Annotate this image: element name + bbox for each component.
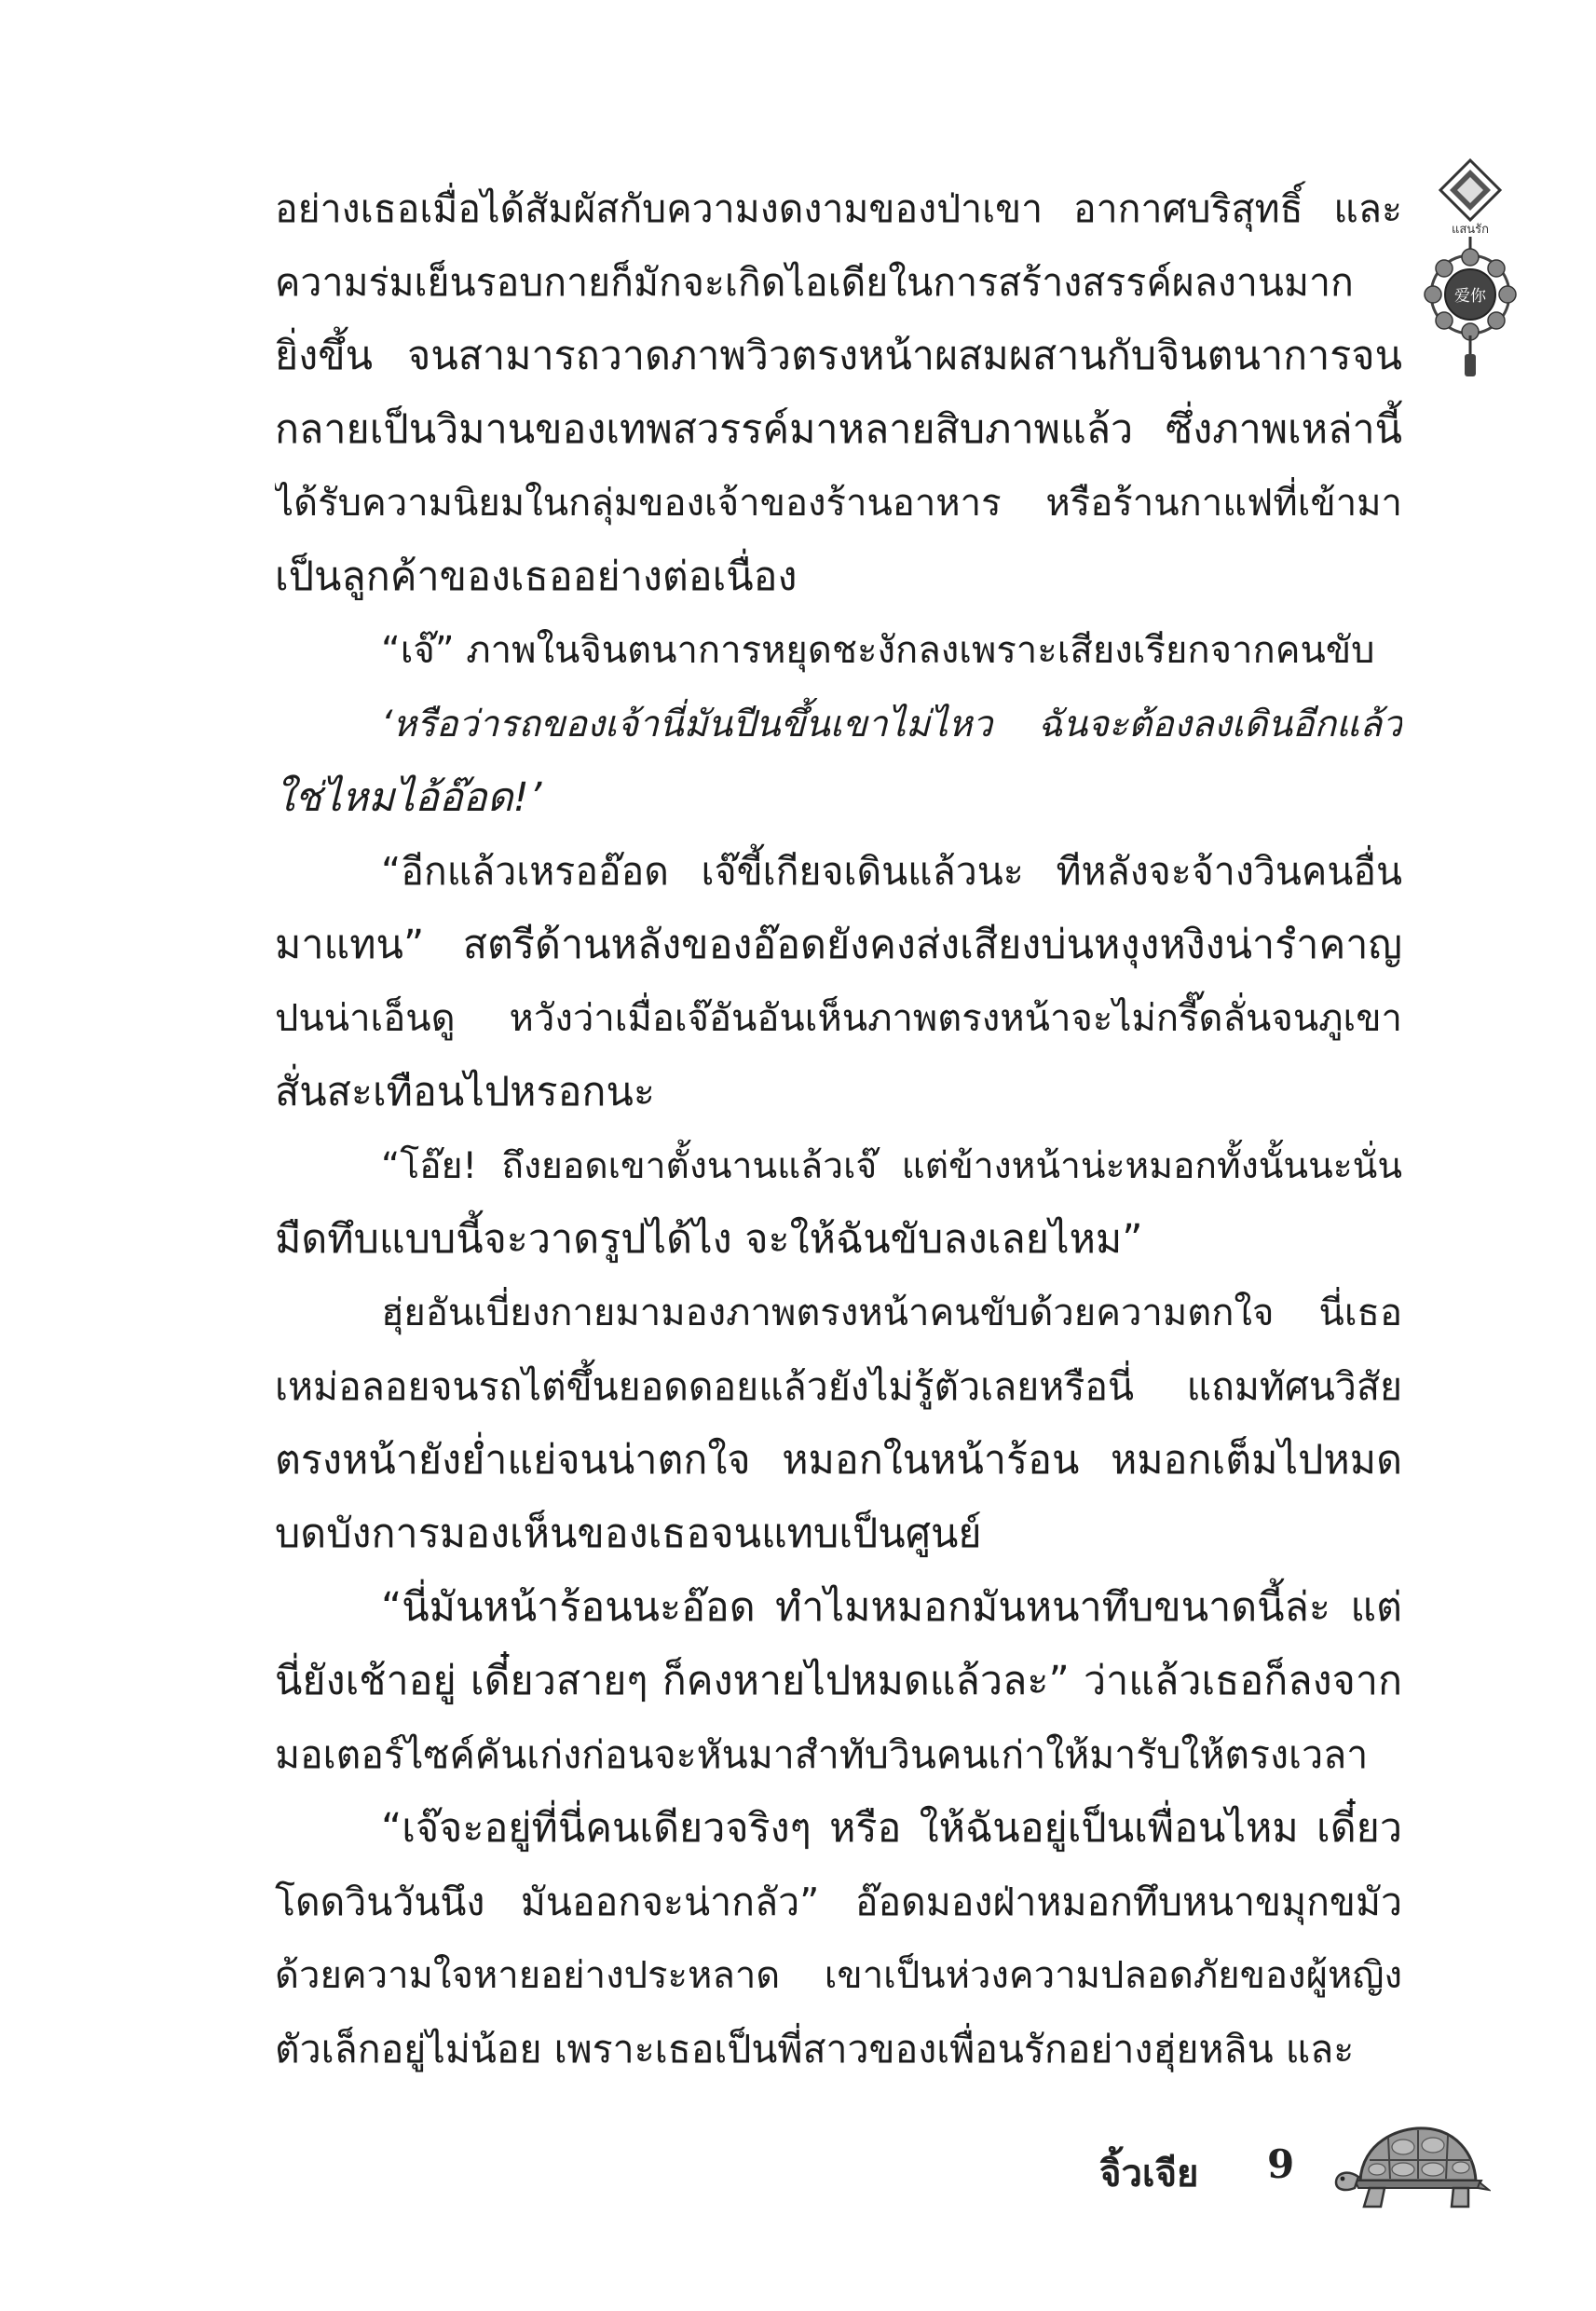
text-line: ตรงหน้ายังย่ำแย่จนน่าตกใจ หมอกในหน้าร้อน หมอกเต็มไปหมด (275, 1437, 1402, 1484)
text-line: เหม่อลอยจนรถไต่ขึ้นยอดดอยแล้วยังไม่รู้ตัวเลยหรือนี่ แถมทัศนวิสัย (275, 1364, 1402, 1409)
text-line: เป็นลูกค้าของเธออย่างต่อเนื่อง (275, 554, 798, 600)
emblem-label: แสนรัก (1451, 223, 1490, 237)
ornament-emblem (1424, 157, 1517, 380)
text-line: ยิ่งขึ้น จนสามารถวาดภาพวิวตรงหน้าผสมผสานกับจินตนาการจน (275, 333, 1402, 379)
text-line: สั่นสะเทือนไปหรอกนะ (275, 1069, 655, 1115)
text-line: กลายเป็นวิมานของเทพสวรรค์มาหลายสิบภาพแล้ว ซึ่งภาพเหล่านี้ (275, 406, 1402, 453)
text-line: โดดวินวันนึง มันออกจะน่ากลัว” อ๊อดมองฝ่าหมอกทึบหนาขมุกขมัว (275, 1880, 1402, 1924)
text-line: ความร่มเย็นรอบกายก็มักจะเกิดไอเดียในการสร้างสรรค์ผลงานมาก (275, 260, 1354, 305)
text-line: มาแทน” สตรีด้านหลังของอ๊อดยังคงส่งเสียงบ่นหงุงหงิงน่ารำคาญ (275, 922, 1402, 968)
turtle-icon (1332, 2115, 1491, 2213)
text-line: ใช่ไหมไอ้อ๊อด!’ (275, 774, 542, 821)
ornament-emblem-icon (1424, 157, 1517, 380)
emblem-seal-text: 爱你 (1454, 287, 1486, 306)
text-line: “เจ๊จะอยู่ที่นี่คนเดียวจริงๆ หรือ ให้ฉันอยู่เป็นเพื่อนไหม เดี๋ยว (381, 1805, 1402, 1852)
text-line: “โอ๊ย! ถึงยอดเขาตั้งนานแล้วเจ๊ แต่ข้างหน้าน่ะหมอกทั้งนั้นนะนั่น (381, 1145, 1402, 1187)
text-line: “อีกแล้วเหรออ๊อด เจ๊ขี้เกียจเดินแล้วนะ ทีหลังจะจ้างวินคนอื่น (381, 849, 1402, 894)
text-line: บดบังการมองเห็นของเธอจนแทบเป็นศูนย์ (275, 1511, 982, 1557)
text-line: ด้วยความใจหายอย่างประหลาด เขาเป็นห่วงความปลอดภัยของผู้หญิง (275, 1954, 1402, 1997)
text-line: มืดทึบแบบนี้จะวาดรูปได้ไง จะให้ฉันขับลงเลยไหม” (275, 1216, 1143, 1263)
text-line: ‘หรือว่ารถของเจ้านี่มันปีนขึ้นเขาไม่ไหว ฉันจะต้องลงเดินอีกแล้ว (381, 704, 1402, 745)
text-line: ฮุ่ยอันเบี่ยงกายมามองภาพตรงหน้าคนขับด้วยความตกใจ นี่เธอ (381, 1292, 1402, 1334)
text-line: “เจ๊” ภาพในจินตนาการหยุดชะงักลงเพราะเสียงเรียกจากคนขับ (381, 629, 1375, 672)
book-title: จิ้วเจีย (1099, 2152, 1199, 2195)
text-line: ปนน่าเอ็นดู หวังว่าเมื่อเจ๊อันอันเห็นภาพตรงหน้าจะไม่กรี๊ดลั่นจนภูเขา (275, 997, 1402, 1040)
text-line: มอเตอร์ไซค์คันเก่งก่อนจะหันมาสำทับวินคนเก่าให้มารับให้ตรงเวลา (275, 1732, 1369, 1777)
text-line: อย่างเธอเมื่อได้สัมผัสกับความงดงามของป่าเขา อากาศบริสุทธิ์ และ (275, 186, 1402, 231)
text-line: ได้รับความนิยมในกลุ่มของเจ้าของร้านอาหาร หรือร้านกาแฟที่เข้ามา (275, 482, 1402, 525)
text-line: ตัวเล็กอยู่ไม่น้อย เพราะเธอเป็นพี่สาวของเพื่อนรักอย่างฮุ่ยหลิน และ (275, 2027, 1355, 2072)
text-line: “นี่มันหน้าร้อนนะอ๊อด ทำไมหมอกมันหนาทึบขนาดนี้ล่ะ แต่ (381, 1584, 1402, 1631)
page-body-text (275, 172, 1402, 2086)
page-number: 9 (1267, 2141, 1295, 2187)
page-footer (1099, 2115, 1500, 2218)
text-line: นี่ยังเช้าอยู่ เดี๋ยวสายๆ ก็คงหายไปหมดแล้วละ” ว่าแล้วเธอก็ลงจาก (275, 1658, 1402, 1704)
